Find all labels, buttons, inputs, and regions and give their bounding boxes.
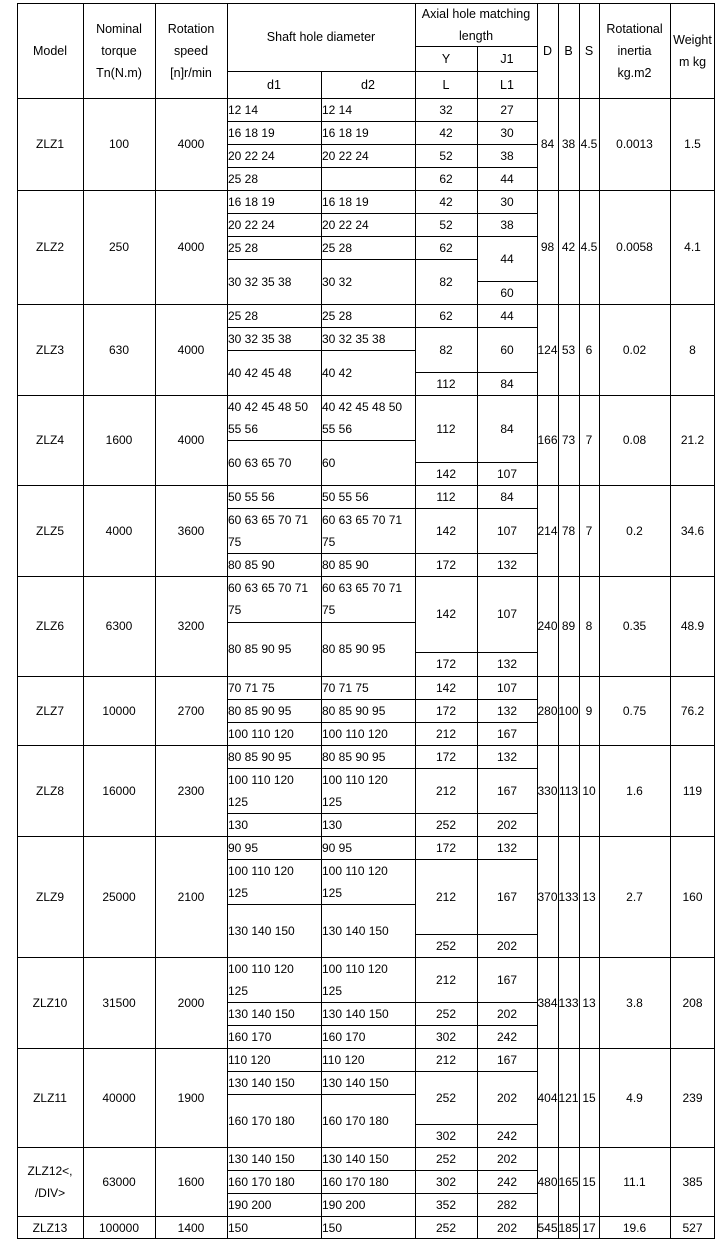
cell-d1: 16 18 19 <box>228 194 275 209</box>
cell-S: 13 <box>582 889 596 904</box>
header-D: D <box>542 43 553 58</box>
cell-d2: 80 85 90 <box>322 557 369 572</box>
cell-L1: 242 <box>496 1128 518 1143</box>
cell-d2: 150 <box>322 1220 343 1235</box>
cell-d1: 100 110 120 125 <box>228 863 294 900</box>
cell-L1: 202 <box>496 1006 518 1021</box>
cell-weight: 385 <box>682 1174 703 1189</box>
cell-speed: 2700 <box>177 703 205 718</box>
cell-d2: 40 42 45 48 50 55 56 <box>322 399 403 436</box>
cell-L: 212 <box>435 783 457 798</box>
cell-d1: 160 170 <box>228 1029 272 1044</box>
cell-D: 280 <box>537 703 558 718</box>
cell-d2: 80 85 90 95 <box>322 642 386 656</box>
cell-L: 82 <box>439 342 453 357</box>
cell-D: 330 <box>537 783 558 798</box>
cell-D: 166 <box>537 433 558 447</box>
cell-B: 53 <box>561 342 576 357</box>
cell-S: 13 <box>582 995 596 1010</box>
cell-model: ZLZ11 <box>33 1090 67 1105</box>
cell-L1: 167 <box>496 972 518 987</box>
cell-d1: 80 85 90 <box>228 557 275 572</box>
cell-L: 252 <box>435 817 457 832</box>
cell-L1: 167 <box>496 889 518 904</box>
header-inertia: Rotational inertia kg.m2 <box>606 21 663 80</box>
cell-d1: 30 32 35 38 <box>228 331 292 346</box>
cell-L: 252 <box>435 1006 457 1021</box>
cell-d1: 80 85 90 95 <box>228 703 292 718</box>
cell-L: 302 <box>435 1029 457 1044</box>
cell-d2: 30 32 35 38 <box>322 331 386 346</box>
header-d2: d2 <box>361 77 375 92</box>
cell-weight: 239 <box>682 1090 703 1105</box>
cell-L1: 30 <box>500 194 514 209</box>
cell-L1: 38 <box>500 217 514 232</box>
cell-d2: 100 110 120 125 <box>322 863 388 900</box>
cell-B: 133 <box>558 889 579 904</box>
cell-inertia: 0.2 <box>626 523 643 538</box>
cell-model: ZLZ9 <box>35 889 64 904</box>
header-S: S <box>584 43 594 58</box>
cell-S: 4.5 <box>580 137 598 151</box>
cell-S: 17 <box>582 1220 596 1235</box>
cell-D: 214 <box>537 523 558 538</box>
cell-L: 302 <box>435 1174 457 1189</box>
cell-B: 100 <box>558 703 579 718</box>
cell-d1: 20 22 24 <box>228 217 275 232</box>
cell-L: 62 <box>439 240 453 255</box>
cell-L: 52 <box>439 217 453 232</box>
cell-S: 10 <box>582 783 596 798</box>
header-L1: L1 <box>500 77 514 92</box>
cell-model: ZLZ5 <box>35 523 64 538</box>
cell-d2: 90 95 <box>322 840 353 855</box>
cell-d2: 190 200 <box>322 1197 366 1212</box>
cell-speed: 1900 <box>177 1090 205 1105</box>
cell-L1: 202 <box>496 938 518 953</box>
cell-inertia: 0.0013 <box>616 137 653 151</box>
cell-d2: 130 140 150 <box>322 1075 389 1090</box>
cell-torque: 63000 <box>102 1174 136 1189</box>
cell-B: 185 <box>558 1220 579 1235</box>
cell-L: 62 <box>439 171 453 186</box>
cell-L1: 202 <box>496 817 518 832</box>
cell-B: 165 <box>558 1174 579 1189</box>
cell-d1: 60 63 65 70 <box>228 455 292 470</box>
cell-model: ZLZ12<, /DIV> <box>27 1163 73 1200</box>
cell-torque: 31500 <box>102 995 136 1010</box>
cell-d1: 130 140 150 <box>228 1151 295 1166</box>
cell-speed: 3200 <box>177 619 205 633</box>
cell-L: 32 <box>439 102 453 117</box>
cell-S: 15 <box>582 1090 596 1105</box>
cell-d2: 60 <box>322 455 336 470</box>
cell-L1: 107 <box>496 466 518 481</box>
header-d1: d1 <box>267 77 281 92</box>
cell-D: 98 <box>540 240 555 254</box>
cell-d2: 100 110 120 <box>322 726 388 741</box>
cell-d1: 80 85 90 95 <box>228 642 292 656</box>
cell-model: ZLZ4 <box>35 433 64 447</box>
cell-D: 545 <box>537 1220 558 1235</box>
cell-model: ZLZ13 <box>32 1220 68 1235</box>
header-shaft-hole: Shaft hole diameter <box>266 30 376 44</box>
cell-L: 112 <box>436 421 456 436</box>
cell-B: 42 <box>561 240 576 254</box>
cell-d2: 50 55 56 <box>322 489 369 504</box>
cell-d2 <box>321 167 415 190</box>
cell-L1: 84 <box>500 376 514 391</box>
cell-d2: 12 14 <box>322 102 353 117</box>
header-speed: Rotation speed [n]r/min <box>167 21 215 80</box>
cell-weight: 21.2 <box>680 433 705 447</box>
cell-torque: 250 <box>108 240 130 254</box>
cell-L: 142 <box>435 680 457 695</box>
cell-d1: 130 140 150 <box>228 923 295 938</box>
cell-D: 480 <box>537 1174 558 1189</box>
cell-d1: 40 42 45 48 50 55 56 <box>228 399 309 436</box>
cell-L: 62 <box>439 308 453 323</box>
cell-d1: 100 110 120 125 <box>228 772 294 809</box>
header-axial-length: Axial hole matching length <box>421 6 531 43</box>
cell-L: 252 <box>435 1090 457 1105</box>
cell-torque: 16000 <box>102 783 136 798</box>
cell-L: 252 <box>435 1151 457 1166</box>
header-weight: Weight m kg <box>673 32 712 69</box>
cell-B: 89 <box>561 619 576 633</box>
cell-d2: 160 170 <box>322 1029 366 1044</box>
cell-d1: 25 28 <box>228 308 259 323</box>
cell-L1: 132 <box>496 557 518 572</box>
cell-L1: 60 <box>500 285 514 300</box>
cell-weight: 119 <box>682 783 703 798</box>
cell-L1: 202 <box>496 1220 518 1235</box>
cell-weight: 4.1 <box>684 240 701 254</box>
cell-B: 121 <box>558 1090 579 1105</box>
cell-torque: 6300 <box>105 619 133 633</box>
cell-torque: 40000 <box>102 1090 136 1105</box>
cell-inertia: 2.7 <box>626 889 643 904</box>
cell-inertia: 0.08 <box>622 433 647 447</box>
cell-L: 42 <box>439 194 453 209</box>
cell-d1: 100 110 120 <box>228 726 294 741</box>
cell-torque: 100 <box>108 137 130 151</box>
cell-L1: 60 <box>500 342 514 357</box>
cell-d1: 150 <box>228 1220 249 1235</box>
cell-d2: 70 71 75 <box>322 680 369 695</box>
cell-d1: 25 28 <box>228 240 259 255</box>
cell-d2: 110 120 <box>322 1052 365 1067</box>
cell-weight: 34.6 <box>680 523 705 538</box>
cell-d2: 25 28 <box>322 240 353 255</box>
cell-model: ZLZ8 <box>35 783 64 798</box>
cell-d2: 130 140 150 <box>322 1151 389 1166</box>
cell-L: 212 <box>435 889 457 904</box>
cell-L: 252 <box>435 938 457 953</box>
cell-model: ZLZ10 <box>32 995 68 1010</box>
header-L: L <box>442 77 450 92</box>
cell-torque: 100000 <box>98 1220 140 1235</box>
cell-d2: 160 170 180 <box>322 1113 389 1128</box>
cell-d2: 16 18 19 <box>322 194 369 209</box>
cell-speed: 4000 <box>177 342 205 357</box>
cell-S: 7 <box>585 523 593 538</box>
cell-d2: 30 32 <box>322 274 353 289</box>
cell-L: 212 <box>435 1052 457 1067</box>
cell-d2: 130 <box>322 817 343 832</box>
cell-weight: 8 <box>689 342 696 357</box>
cell-weight: 527 <box>682 1220 703 1235</box>
cell-D: 384 <box>537 995 558 1010</box>
cell-L: 142 <box>435 466 457 481</box>
cell-d1: 160 170 180 <box>228 1174 295 1189</box>
cell-D: 404 <box>537 1090 558 1105</box>
cell-L1: 44 <box>500 251 514 266</box>
cell-weight: 76.2 <box>680 703 705 718</box>
cell-inertia: 0.02 <box>622 342 647 357</box>
cell-B: 133 <box>558 995 579 1010</box>
cell-L: 172 <box>435 840 457 855</box>
cell-L1: 84 <box>500 421 514 436</box>
cell-d1: 40 42 45 48 <box>228 365 292 380</box>
cell-d1: 80 85 90 95 <box>228 749 292 764</box>
header-J1: J1 <box>500 51 514 66</box>
cell-L: 172 <box>435 703 457 718</box>
cell-L: 42 <box>439 125 453 140</box>
cell-model: ZLZ3 <box>35 342 64 357</box>
cell-L1: 282 <box>496 1197 518 1212</box>
cell-S: 6 <box>585 342 593 357</box>
cell-torque: 630 <box>108 342 130 357</box>
cell-d1: 50 55 56 <box>228 489 275 504</box>
cell-L: 52 <box>439 148 453 163</box>
cell-L1: 242 <box>496 1029 518 1044</box>
cell-d2: 20 22 24 <box>322 148 369 163</box>
cell-L: 352 <box>435 1197 457 1212</box>
cell-D: 240 <box>537 619 558 633</box>
cell-d2: 20 22 24 <box>322 217 369 232</box>
cell-d1: 12 14 <box>228 102 259 117</box>
cell-B: 38 <box>561 137 576 151</box>
cell-d2: 80 85 90 95 <box>322 749 386 764</box>
cell-speed: 1400 <box>177 1220 205 1235</box>
header-model: Model <box>32 43 68 58</box>
cell-d1: 60 63 65 70 71 75 <box>228 581 309 617</box>
cell-L1: 202 <box>496 1090 518 1105</box>
cell-L1: 107 <box>496 680 518 695</box>
cell-model: ZLZ1 <box>35 137 64 151</box>
cell-L1: 107 <box>496 607 518 621</box>
header-torque: Nominal torque Tn(N.m) <box>96 21 142 80</box>
cell-model: ZLZ2 <box>35 240 64 254</box>
cell-L: 142 <box>435 523 457 538</box>
cell-inertia: 11.1 <box>623 1174 646 1189</box>
cell-inertia: 3.8 <box>626 995 643 1010</box>
cell-L1: 242 <box>496 1174 518 1189</box>
cell-speed: 4000 <box>177 137 205 151</box>
cell-D: 124 <box>537 342 558 357</box>
cell-d2: 130 140 150 <box>322 923 389 938</box>
cell-d1: 190 200 <box>228 1197 272 1212</box>
cell-L1: 167 <box>496 783 518 798</box>
cell-L1: 44 <box>500 171 514 186</box>
cell-B: 113 <box>558 783 579 798</box>
cell-L: 212 <box>435 726 457 741</box>
cell-torque: 4000 <box>105 523 133 538</box>
cell-S: 9 <box>585 703 593 718</box>
cell-weight: 208 <box>682 995 703 1010</box>
cell-L1: 107 <box>496 523 518 538</box>
cell-d1: 130 140 150 <box>228 1075 295 1090</box>
cell-L: 172 <box>435 749 457 764</box>
cell-weight: 1.5 <box>684 137 701 151</box>
cell-L: 82 <box>439 274 453 289</box>
cell-L1: 202 <box>496 1151 518 1166</box>
cell-d1: 30 32 35 38 <box>228 274 292 289</box>
cell-d2: 60 63 65 70 71 75 <box>322 512 403 549</box>
cell-speed: 4000 <box>177 433 205 447</box>
cell-d1: 60 63 65 70 71 75 <box>228 512 309 549</box>
cell-L: 252 <box>435 1220 457 1235</box>
cell-B: 78 <box>561 523 576 538</box>
cell-inertia: 0.35 <box>622 619 647 633</box>
cell-d2: 130 140 150 <box>322 1006 389 1021</box>
cell-d1: 100 110 120 125 <box>228 961 294 998</box>
cell-inertia: 0.75 <box>622 703 647 718</box>
cell-torque: 25000 <box>102 889 136 904</box>
cell-d1: 20 22 24 <box>228 148 275 163</box>
cell-speed: 4000 <box>177 240 205 254</box>
cell-L: 212 <box>435 972 457 987</box>
cell-D: 84 <box>540 137 555 151</box>
cell-speed: 1600 <box>177 1174 205 1189</box>
cell-L: 112 <box>436 489 456 504</box>
cell-S: 7 <box>585 433 593 447</box>
cell-d1: 90 95 <box>228 840 259 855</box>
cell-L: 112 <box>436 376 456 391</box>
cell-speed: 2000 <box>177 995 205 1010</box>
cell-L1: 167 <box>496 726 518 741</box>
cell-d2: 25 28 <box>322 308 353 323</box>
cell-d1: 16 18 19 <box>228 125 275 140</box>
cell-d2: 160 170 180 <box>322 1174 389 1189</box>
cell-d1: 130 <box>228 817 249 832</box>
cell-d2: 100 110 120 125 <box>322 772 388 809</box>
cell-L1: 30 <box>500 125 514 140</box>
cell-L: 172 <box>435 657 457 671</box>
cell-d1: 130 140 150 <box>228 1006 295 1021</box>
cell-inertia: 19.6 <box>622 1220 647 1235</box>
cell-weight: 160 <box>682 889 703 904</box>
cell-torque: 10000 <box>102 703 136 718</box>
cell-L1: 132 <box>496 657 518 671</box>
cell-L: 142 <box>435 607 457 621</box>
cell-weight: 48.9 <box>680 619 705 633</box>
cell-model: ZLZ6 <box>35 619 64 633</box>
cell-inertia: 4.9 <box>626 1090 643 1105</box>
cell-d1: 110 120 <box>228 1052 271 1067</box>
cell-d1: 25 28 <box>228 171 259 186</box>
cell-d2: 60 63 65 70 71 75 <box>322 581 403 617</box>
cell-speed: 2300 <box>177 783 205 798</box>
cell-speed: 3600 <box>177 523 205 538</box>
cell-L1: 132 <box>496 703 518 718</box>
cell-L1: 132 <box>496 840 518 855</box>
cell-L: 172 <box>435 557 457 572</box>
cell-model: ZLZ7 <box>35 703 64 718</box>
cell-D: 370 <box>537 889 558 904</box>
cell-L: 302 <box>435 1128 457 1143</box>
cell-d2: 40 42 <box>322 365 353 380</box>
cell-L1: 38 <box>500 148 514 163</box>
cell-speed: 2100 <box>177 889 205 904</box>
cell-L1: 167 <box>496 1052 518 1067</box>
cell-inertia: 0.0058 <box>616 240 653 254</box>
cell-torque: 1600 <box>105 433 133 447</box>
cell-d1: 160 170 180 <box>228 1113 295 1128</box>
cell-S: 8 <box>585 619 593 633</box>
cell-d2: 80 85 90 95 <box>322 703 386 718</box>
header-B: B <box>564 43 573 58</box>
cell-inertia: 1.6 <box>626 783 643 798</box>
header-Y: Y <box>441 51 451 66</box>
cell-L1: 132 <box>496 749 518 764</box>
cell-L1: 44 <box>500 308 514 323</box>
cell-d1: 70 71 75 <box>228 680 275 695</box>
cell-B: 73 <box>561 433 576 447</box>
cell-L1: 27 <box>500 102 514 117</box>
cell-L1: 84 <box>500 489 514 504</box>
cell-S: 4.5 <box>580 240 598 254</box>
cell-d2: 100 110 120 125 <box>322 961 388 998</box>
cell-d2: 16 18 19 <box>322 125 369 140</box>
cell-S: 15 <box>582 1174 596 1189</box>
